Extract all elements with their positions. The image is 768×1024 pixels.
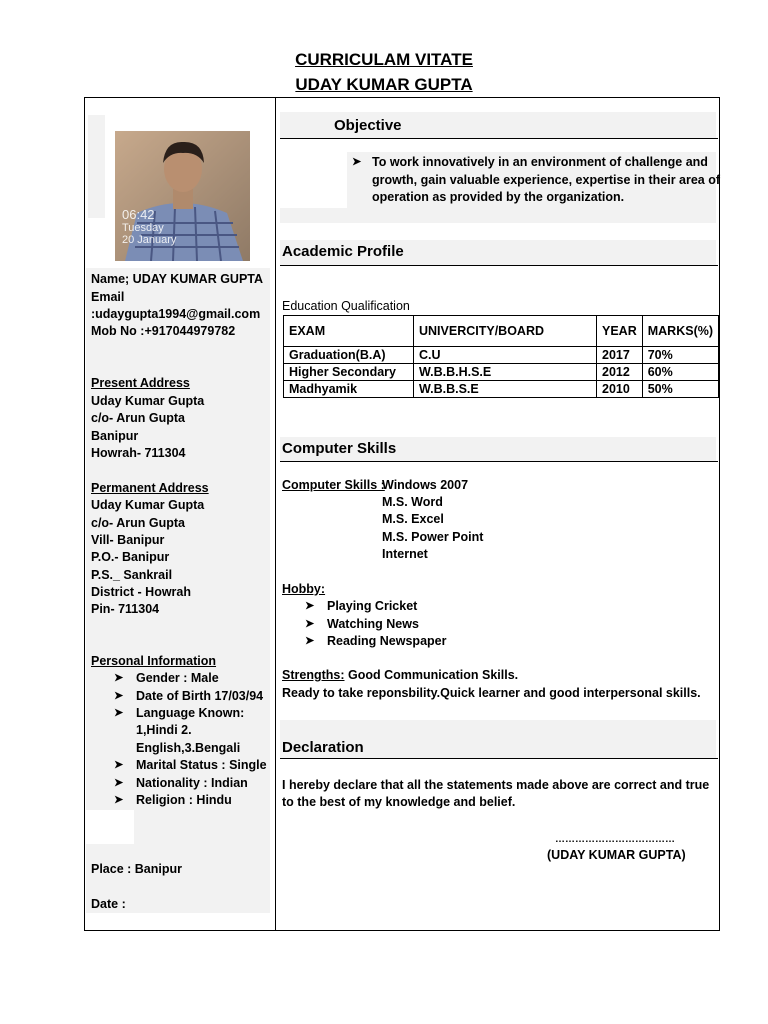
table-cell: 2012: [597, 364, 643, 381]
signature-dots: ………………………………: [555, 834, 675, 845]
left-panel-gap: [86, 810, 134, 844]
permanent-address-line: Pin- 711304: [91, 602, 160, 616]
present-address-line: Banipur: [91, 429, 139, 443]
present-address-heading: Present Address: [91, 376, 190, 390]
document-name: UDAY KUMAR GUPTA: [295, 75, 473, 94]
objective-text: operation as provided by the organization.: [372, 190, 625, 204]
permanent-address-line: P.S._ Sankrail: [91, 568, 173, 582]
table-header-cell: MARKS(%): [642, 316, 718, 347]
table-cell: W.B.B.S.E: [414, 381, 597, 398]
permanent-address-heading: Permanent Address: [91, 481, 209, 495]
left-panel-top: [88, 115, 105, 218]
table-cell: 50%: [642, 381, 718, 398]
computer-skill: M.S. Word: [382, 495, 443, 509]
table-cell: Madhyamik: [284, 381, 414, 398]
table-header-cell: UNIVERCITY/BOARD: [414, 316, 597, 347]
column-divider: [275, 97, 276, 931]
table-cell: 2017: [597, 347, 643, 364]
table-header-cell: YEAR: [597, 316, 643, 347]
contact-email-label: Email: [91, 290, 125, 304]
computer-skill: Internet: [382, 547, 428, 561]
objective-strip-bg: [280, 208, 716, 223]
contact-email: :udaygupta1994@gmail.com: [91, 307, 261, 321]
computer-skills-label: Computer Skills :: [282, 478, 385, 492]
personal-dob: Date of Birth 17/03/94: [136, 689, 264, 703]
table-row: [284, 381, 719, 398]
personal-religion: Religion : Hindu: [136, 793, 232, 807]
bullet-arrow-icon: ➤: [114, 672, 124, 684]
objective-text: growth, gain valuable experience, expertise in their area of: [372, 173, 721, 187]
date: Date :: [91, 897, 126, 911]
objective-heading: Objective: [334, 117, 402, 134]
personal-marital: Marital Status : Single: [136, 758, 267, 772]
present-address-line: Howrah- 711304: [91, 446, 186, 460]
strengths-text: Good Communication Skills.: [344, 668, 519, 682]
profile-photo-image: [115, 131, 250, 261]
hobby-heading: Hobby:: [282, 582, 326, 596]
bullet-arrow-icon: ➤: [305, 635, 315, 647]
bullet-arrow-icon: ➤: [114, 707, 124, 719]
signature-name: (UDAY KUMAR GUPTA): [547, 848, 686, 862]
permanent-address-line: c/o- Arun Gupta: [91, 516, 185, 530]
permanent-address-line: Vill- Banipur: [91, 533, 165, 547]
academic-rule: [280, 265, 718, 266]
bullet-arrow-icon: ➤: [305, 618, 315, 630]
contact-name: Name; UDAY KUMAR GUPTA: [91, 272, 264, 286]
table-cell: W.B.B.H.S.E: [414, 364, 597, 381]
objective-rule: [280, 138, 718, 139]
strengths: [282, 667, 518, 684]
hobby-item: Reading Newspaper: [327, 634, 447, 648]
computer-skill: M.S. Power Point: [382, 530, 484, 544]
permanent-address-line: P.O.- Banipur: [91, 550, 170, 564]
table-cell: Higher Secondary: [284, 364, 414, 381]
table-cell: 60%: [642, 364, 718, 381]
profile-photo: [115, 131, 250, 261]
declaration-heading: Declaration: [282, 739, 364, 756]
personal-gender: Gender : Male: [136, 671, 219, 685]
place: Place : Banipur: [91, 862, 182, 876]
contact-mobile: Mob No :+917044979782: [91, 324, 236, 338]
declaration-rule: [280, 758, 718, 759]
academic-heading: Academic Profile: [282, 243, 404, 260]
present-address-line: Uday Kumar Gupta: [91, 394, 205, 408]
computer-skills-rule: [280, 461, 718, 462]
table-header-cell: EXAM: [284, 316, 414, 347]
personal-language: Language Known:: [136, 706, 245, 720]
bullet-arrow-icon: ➤: [114, 777, 124, 789]
bullet-arrow-icon: ➤: [114, 759, 124, 771]
declaration-text: to the best of my knowledge and belief.: [282, 795, 516, 809]
personal-language-cont: English,3.Bengali: [136, 741, 241, 755]
education-subheading: Education Qualification: [282, 299, 410, 313]
bullet-arrow-icon: ➤: [114, 690, 124, 702]
hobby-item: Watching News: [327, 617, 419, 631]
present-address-line: c/o- Arun Gupta: [91, 411, 185, 425]
table-cell: 70%: [642, 347, 718, 364]
personal-nationality: Nationality : Indian: [136, 776, 248, 790]
objective-text: To work innovatively in an environment of challenge and: [372, 155, 708, 169]
strengths-label: Strengths:: [282, 668, 345, 682]
table-cell: C.U: [414, 347, 597, 364]
declaration-text: I hereby declare that all the statements made above are correct and true: [282, 778, 710, 792]
permanent-address-line: District - Howrah: [91, 585, 192, 599]
personal-info-heading: Personal Information: [91, 654, 217, 668]
photo-date-overlay: 20 January: [122, 234, 177, 246]
table-cell: 2010: [597, 381, 643, 398]
computer-skill: M.S. Excel: [382, 512, 444, 526]
table-header-row: [284, 316, 719, 347]
computer-skill: Windows 2007: [382, 478, 469, 492]
strengths-line2: Ready to take reponsbility.Quick learner and good interpersonal skills.: [282, 686, 701, 700]
personal-language-cont: 1,Hindi 2.: [136, 723, 192, 737]
document-title: CURRICULAM VITATE: [295, 50, 473, 69]
bullet-arrow-icon: ➤: [352, 156, 362, 168]
bullet-arrow-icon: ➤: [305, 600, 315, 612]
bullet-arrow-icon: ➤: [114, 794, 124, 806]
table-row: [284, 347, 719, 364]
education-table: [283, 315, 719, 398]
computer-skills-heading: Computer Skills: [282, 440, 397, 457]
photo-day-overlay: Tuesday: [122, 222, 164, 234]
table-cell: Graduation(B.A): [284, 347, 414, 364]
hobby-item: Playing Cricket: [327, 599, 418, 613]
table-row: [284, 364, 719, 381]
permanent-address-line: Uday Kumar Gupta: [91, 498, 205, 512]
photo-time-overlay: 06:42: [122, 207, 155, 222]
